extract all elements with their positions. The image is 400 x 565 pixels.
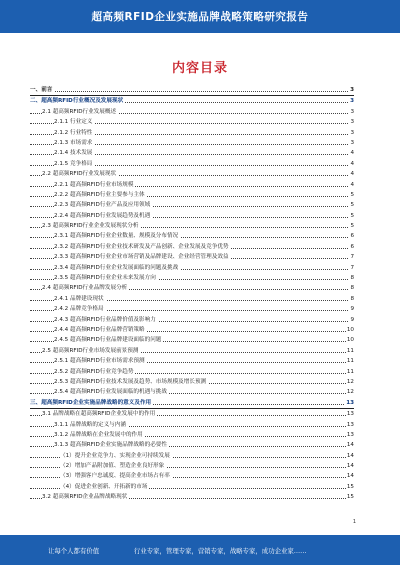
toc-entry-page: 3 — [349, 96, 354, 106]
toc-entry-label: 2.4.5 超高频RFID行业品牌建设面临的问题 — [54, 335, 163, 345]
toc-entry-page: 14 — [346, 461, 354, 471]
toc-entry-label: 一、前言 — [30, 85, 54, 95]
footer-slogan: 让每个人都有价值 — [48, 547, 100, 555]
toc-entry[interactable] — [30, 128, 354, 138]
toc-entry-page: 3 — [349, 85, 354, 95]
toc-entry[interactable] — [30, 85, 354, 96]
toc-entry-page: 11 — [346, 346, 354, 356]
toc-entry-page: 4 — [349, 148, 354, 158]
toc-entry[interactable] — [30, 315, 354, 325]
toc-entry-page: 8 — [349, 294, 354, 304]
toc-entry[interactable] — [30, 138, 354, 148]
toc-entry[interactable] — [30, 211, 354, 221]
toc-entry-label: （4）促进企业创新、开拓新的市场 — [60, 482, 149, 492]
toc-entry-label: 2.1.1 行业定义 — [54, 117, 94, 127]
toc-entry-label: 2.3.4 超高频RFID行业企业发展面临的问题及挑战 — [54, 263, 180, 273]
toc-entry[interactable] — [30, 190, 354, 200]
page-number: 1 — [352, 519, 356, 525]
toc-entry[interactable] — [30, 356, 354, 366]
toc-entry[interactable] — [30, 387, 354, 397]
toc-entry-page: 12 — [346, 377, 354, 387]
toc-entry-label: 3.1 品牌战略在超高频RFID企业发展中的作用 — [42, 409, 157, 419]
toc-entry-page: 7 — [349, 252, 354, 262]
toc-entry[interactable] — [30, 325, 354, 335]
toc-entry[interactable] — [30, 451, 354, 461]
toc-entry-label: 2.1 超高频RFID行业发展概述 — [42, 107, 118, 117]
toc-entry-page: 3 — [349, 128, 354, 138]
toc-entry[interactable] — [30, 398, 354, 409]
toc-entry[interactable] — [30, 461, 354, 471]
toc-entry-label: 2.3.5 超高频RFID行业企业未来发展方向 — [54, 273, 158, 283]
toc-entry-label: 3.1.3 超高频RFID企业实施品牌战略的必要性 — [54, 440, 169, 450]
toc-entry[interactable] — [30, 471, 354, 481]
toc-entry-page: 4 — [349, 180, 354, 190]
toc-entry[interactable] — [30, 231, 354, 241]
toc-entry-label: （2）增加产品附加值、塑造企业良好形象 — [60, 461, 166, 471]
toc-entry-label: 2.3.1 超高频RFID行业企业数量、规模及分布情况 — [54, 231, 180, 241]
toc-entry[interactable] — [30, 283, 354, 293]
toc-entry-page: 13 — [346, 409, 354, 419]
toc-entry[interactable] — [30, 242, 354, 252]
toc-entry[interactable] — [30, 294, 354, 304]
toc-entry-label: 2.4.4 超高频RFID行业品牌营销策略 — [54, 325, 147, 335]
toc-entry[interactable] — [30, 263, 354, 273]
toc-entry[interactable] — [30, 96, 354, 106]
page-title: 内容目录 — [171, 61, 228, 76]
toc-entry-label: 2.3 超高频RFID行业企业发展现状分析 — [42, 221, 140, 231]
report-title: 超高频RFID企业实施品牌战略策略研究报告 — [91, 11, 309, 23]
toc-entry-label: 2.4.2 品牌竞争格局 — [54, 304, 106, 314]
toc-entry-label: 2.1.3 市场需求 — [54, 138, 94, 148]
toc-entry[interactable] — [30, 159, 354, 169]
toc-entry-page: 8 — [349, 283, 354, 293]
toc-entry-label: 2.4 超高频RFID行业品牌发展分析 — [42, 283, 129, 293]
toc-entry-page: 8 — [349, 273, 354, 283]
toc-entry-page: 5 — [349, 211, 354, 221]
toc-entry-page: 4 — [349, 159, 354, 169]
toc-entry-label: 三、超高频RFID企业实施品牌战略的意义及作用 — [30, 398, 153, 408]
toc-entry-page: 10 — [346, 325, 354, 335]
toc-entry-page: 11 — [346, 367, 354, 377]
toc-entry[interactable] — [30, 273, 354, 283]
toc-entry[interactable] — [30, 335, 354, 345]
toc-entry-label: 2.2 超高频RFID行业发展现状 — [42, 169, 118, 179]
toc-entry-label: 2.2.3 超高频RFID行业产品及应用领域 — [54, 200, 152, 210]
toc-entry[interactable] — [30, 420, 354, 430]
toc-entry-page: 4 — [349, 169, 354, 179]
toc-entry-label: 3.1.2 品牌战略在企业发展中的作用 — [54, 430, 145, 440]
toc-entry[interactable] — [30, 117, 354, 127]
toc-entry[interactable] — [30, 409, 354, 419]
toc-entry-page: 9 — [349, 304, 354, 314]
toc-entry-page: 3 — [349, 117, 354, 127]
toc-entry[interactable] — [30, 482, 354, 492]
toc-entry[interactable] — [30, 377, 354, 387]
toc-entry-label: 2.5 超高频RFID行业市场发展前景预测 — [42, 346, 140, 356]
toc-entry-page: 3 — [349, 138, 354, 148]
toc-entry[interactable] — [30, 107, 354, 117]
toc-entry-page: 14 — [346, 471, 354, 481]
toc-entry-page: 9 — [349, 315, 354, 325]
toc-entry-label: 2.3.2 超高频RFID行业企业技术研发及产品创新、企业发展及竞争优势 — [54, 242, 231, 252]
toc-entry[interactable] — [30, 200, 354, 210]
toc-entry-page: 10 — [346, 335, 354, 345]
toc-entry-page: 5 — [349, 200, 354, 210]
toc-entry-label: 2.3.3 超高频RFID行业企业市场营销及品牌建设、企业经营管理及效益 — [54, 252, 231, 262]
toc-entry-page: 6 — [349, 231, 354, 241]
toc-leader-dots — [30, 91, 348, 92]
toc-entry[interactable] — [30, 440, 354, 450]
toc-entry[interactable] — [30, 430, 354, 440]
toc-entry-label: 3.2 超高频RFID企业品牌战略现状 — [42, 492, 129, 502]
toc-entry-page: 12 — [346, 387, 354, 397]
toc-entry-page: 3 — [349, 107, 354, 117]
toc-entry-label: 2.1.4 技术发展 — [54, 148, 94, 158]
table-of-contents — [30, 85, 354, 503]
toc-entry-page: 14 — [346, 440, 354, 450]
toc-entry-label: 2.5.2 超高频RFID行业竞争趋势 — [54, 367, 135, 377]
toc-entry[interactable] — [30, 169, 354, 179]
toc-entry-label: 2.5.3 超高频RFID行业技术发展及趋势、市场规模及增长预测 — [54, 377, 208, 387]
toc-entry-label: 2.5.4 超高频RFID行业发展面临的机遇与挑战 — [54, 387, 169, 397]
toc-entry-label: 3.1.1 品牌战略的定义与内涵 — [54, 420, 128, 430]
toc-entry-page: 5 — [349, 221, 354, 231]
toc-entry-label: （3）增强客户忠诚度、提高企业市场占有率 — [60, 471, 172, 481]
toc-entry-page: 15 — [346, 482, 354, 492]
toc-entry-page: 5 — [349, 190, 354, 200]
toc-entry-label: （1）提升企业竞争力、实现企业可持续发展 — [60, 451, 172, 461]
toc-entry-label: 2.1.2 行业特性 — [54, 128, 94, 138]
toc-entry[interactable] — [30, 148, 354, 158]
toc-entry[interactable] — [30, 221, 354, 231]
toc-entry-page: 6 — [349, 242, 354, 252]
toc-entry-label: 2.2.4 超高频RFID行业发展趋势及机遇 — [54, 211, 152, 221]
footer-banner — [0, 535, 400, 565]
toc-entry[interactable] — [30, 252, 354, 262]
toc-entry-page: 11 — [346, 356, 354, 366]
toc-entry[interactable] — [30, 367, 354, 377]
toc-entry[interactable] — [30, 346, 354, 356]
toc-entry[interactable] — [30, 304, 354, 314]
toc-entry-page: 7 — [349, 263, 354, 273]
header-banner — [0, 0, 400, 33]
toc-entry-page: 13 — [346, 430, 354, 440]
toc-entry-label: 2.1.5 竞争格局 — [54, 159, 94, 169]
toc-entry-page: 13 — [345, 398, 354, 408]
toc-entry[interactable] — [30, 492, 354, 502]
toc-entry-label: 2.2.1 超高频RFID行业市场规模 — [54, 180, 135, 190]
toc-entry-label: 2.4.1 品牌建设现状 — [54, 294, 106, 304]
toc-entry-label: 2.5.1 超高频RFID行业市场需求预测 — [54, 356, 147, 366]
toc-entry-label: 2.2.2 超高频RFID行业主要参与主体 — [54, 190, 147, 200]
toc-entry-page: 13 — [346, 420, 354, 430]
footer-tagline: 行业专家，管理专家，营销专家，战略专家，成功企业家…… — [134, 547, 307, 555]
toc-entry-page: 14 — [346, 451, 354, 461]
toc-entry[interactable] — [30, 180, 354, 190]
toc-entry-label: 二、超高频RFID行业概况及发展现状 — [30, 96, 125, 106]
toc-entry-label: 2.4.3 超高频RFID行业品牌价值及影响力 — [54, 315, 158, 325]
toc-entry-page: 15 — [346, 492, 354, 502]
